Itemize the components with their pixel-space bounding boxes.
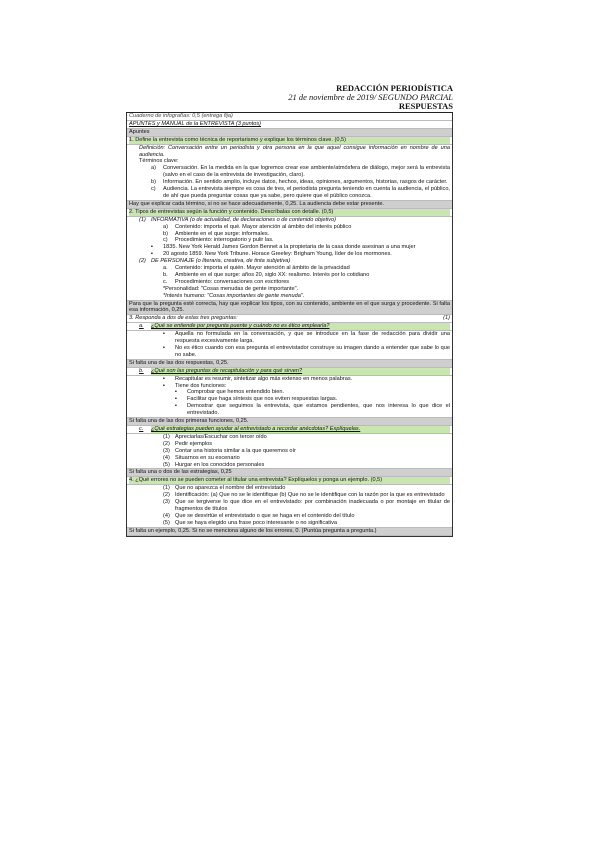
line-text: Información. En sentido amplio, incluye datos, hechos, ideas, opiniones, argumentos, historias, rasgos de carácter. bbox=[163, 179, 448, 186]
table-row bbox=[127, 217, 452, 224]
table-row bbox=[127, 520, 452, 528]
list-marker: a. bbox=[163, 265, 168, 272]
line-text: Términos clave: bbox=[139, 158, 179, 165]
line-text: Apreciarlas/Escuchar con tercer oído bbox=[175, 433, 267, 440]
list-marker: b. bbox=[163, 271, 168, 278]
table-row bbox=[127, 237, 452, 244]
table-row bbox=[127, 293, 452, 301]
line-text: ¿Qué estrategias pueden ayudar al entrevistado a recordar anécdotas? Explíquelas. bbox=[151, 426, 450, 433]
line-text: Demostrar que seguimos la entrevista, que estamos pendientes, que nos interesa lo que dice el entrevistado. bbox=[187, 403, 450, 417]
table-row bbox=[127, 455, 452, 462]
line-text: Situarnos en su escenario bbox=[175, 454, 240, 461]
line-text: Hurgar en los conocidos personales bbox=[175, 461, 265, 468]
line-text: 2. Tipos de entrevistas según la función y contenido. Descríbalas con detalle. (0,5) bbox=[129, 208, 334, 215]
line-text: Contar una historia similar a la que queremos oír bbox=[175, 447, 296, 454]
line-text: INFORMATIVA (o de actualidad, de declaraciones o de contenido objetivo) bbox=[151, 216, 337, 223]
line-text: Cuaderno de infografías: 0,5 (entrega fija) bbox=[129, 113, 233, 119]
line-text: Si falta una o dos de las estrategias, 0,25 bbox=[129, 469, 232, 476]
list-marker: ▪ bbox=[163, 375, 165, 382]
table-row bbox=[127, 272, 452, 279]
list-marker: ▪ bbox=[163, 331, 165, 338]
list-marker: (2) bbox=[139, 258, 146, 265]
list-marker: (1) bbox=[163, 485, 170, 492]
list-marker: ▪ bbox=[175, 389, 177, 396]
list-marker: (4) bbox=[163, 512, 170, 519]
table-row bbox=[127, 383, 452, 390]
list-marker: (5) bbox=[163, 519, 170, 526]
table-row bbox=[127, 448, 452, 455]
table-row bbox=[127, 279, 452, 286]
document-date: 21 de noviembre de 2019/ SEGUNDO PARCIAL bbox=[288, 92, 453, 102]
table-row bbox=[127, 121, 452, 129]
line-text: Apuntes bbox=[129, 128, 150, 135]
line-text: Aquella no formulada en la conversación, y que se introduce en la fase de redacción para dividir una respuesta excesivamente larga. bbox=[175, 331, 450, 345]
table-row bbox=[127, 145, 452, 159]
list-marker: ▪ bbox=[151, 251, 153, 258]
line-text: Definición: Conversación entre un periodista y otra persona en la que aquel consigue información en nombre de una audiencia. bbox=[139, 144, 450, 158]
line-text: Que se haya elegido una frase poco interesante o no significativa bbox=[175, 519, 338, 526]
list-marker: (5) bbox=[163, 461, 170, 468]
line-text: APUNTES y MANUAL de la ENTREVISTA (3 puntos) bbox=[129, 120, 262, 127]
line-text: 3. Responda a dos de estas tres preguntas: bbox=[129, 315, 238, 322]
line-text: Procedimiento: interrogatorio y pulir las. bbox=[175, 237, 274, 244]
line-text: Identificación: (a) Que no se le identifique (b) Que no se le identifique con la razón por la que es entrevistado bbox=[175, 492, 445, 499]
table-row bbox=[127, 418, 452, 426]
document-subtitle: RESPUESTAS bbox=[126, 102, 453, 113]
line-text: Facilitar que haga síntesis que nos eviten respuestas largas. bbox=[187, 396, 338, 403]
table-row bbox=[127, 158, 452, 165]
line-text: *Personalidad: "Cosas menudas de gente importante". bbox=[163, 285, 299, 292]
line-text: Que se tergiverse lo que dice en el entrevistado: por combinación inadecuada o por montaje en titular de fragmentos de títulos bbox=[175, 499, 450, 512]
table-row bbox=[127, 251, 452, 258]
list-marker: ▪ bbox=[151, 244, 153, 251]
line-text: Recapitular es resumir, sintetizar algo más extenso en menos palabras. bbox=[175, 375, 353, 382]
table-row bbox=[127, 179, 452, 186]
line-text: DE PERSONAJE (o literaria, creativa, de tinta subjetiva) bbox=[151, 258, 291, 265]
document-header bbox=[126, 84, 453, 113]
list-marker: c) bbox=[151, 186, 156, 193]
line-text: Contenido: importa el qué. Mayor atención al ámbito del interés público bbox=[175, 223, 352, 230]
line-text: Audiencia. La entrevista siempre es cosa de tres, el periodista pregunta teniendo en cuenta la audiencia, el público, de ahí que pueda preguntar cosas que ya sabe, pero quiere que el público conozca. bbox=[163, 186, 450, 199]
line-text: Para que la pregunta esté correcta, hay que explicar los tipos, con su contenido, ambiente en el que surga y procedente. Si falta esa información, 0,25. bbox=[129, 300, 450, 314]
line-text: *Interés humano: "Cosas importantes de gente menuda". bbox=[163, 292, 305, 299]
table-row bbox=[127, 224, 452, 231]
list-marker: b) bbox=[151, 179, 156, 186]
table-row bbox=[127, 113, 452, 121]
list-marker: ▪ bbox=[163, 345, 165, 351]
list-marker: ▪ bbox=[175, 396, 177, 403]
line-text: 1835. New York Herald James Gordon Bennet a la propietaria de la casa donde asesinan a una mujer bbox=[163, 244, 416, 251]
table-row bbox=[127, 389, 452, 396]
table-row bbox=[127, 499, 452, 513]
table-row bbox=[127, 345, 452, 360]
list-marker: c) bbox=[163, 237, 168, 244]
list-marker: ▪ bbox=[163, 382, 165, 389]
line-text: Si falta una de las dos primeras funciones, 0,25. bbox=[129, 418, 249, 425]
table-row bbox=[127, 258, 452, 265]
table-row bbox=[127, 360, 452, 368]
line-text: No es ético cuando con esa pregunta el entrevistador construye su imagen dando a entender que sabe lo que no sabe. bbox=[175, 345, 450, 358]
line-text: Ambiente en el que surge: años 20, siglo XX: realismo. Interés por lo cotidiano bbox=[175, 271, 370, 278]
line-text: Hay que explicar cada término, si no se hace adecuadamente, 0,25. La audiencia debe estar presente. bbox=[129, 200, 384, 207]
table-row bbox=[127, 462, 452, 470]
table-row bbox=[127, 492, 452, 499]
table-row bbox=[127, 469, 452, 477]
table-row bbox=[127, 376, 452, 383]
line-text: 1. Define la entrevista como técnica de reportarismo y explique los términos clave. (0,5) bbox=[129, 136, 347, 143]
list-marker: (3) bbox=[163, 447, 170, 454]
line-text: Si falta un ejemplo, 0,25. Si no se menciona alguno de los errores, 0. (Puntúa pregunta a pregunta.) bbox=[129, 527, 377, 534]
table-row bbox=[127, 513, 452, 520]
line-text: 4. ¿Qué errores no se pueden cometer al titular una entrevista? Explíquelos y ponga un ejemplo. (0,5) bbox=[129, 477, 383, 484]
line-text: 20 agosto 1859. New York Tribune. Horace Greeley: Brigham Young, líder de los mormones. bbox=[163, 251, 392, 258]
table-row bbox=[127, 331, 452, 345]
table-row bbox=[127, 477, 452, 485]
list-marker: (2) bbox=[163, 440, 170, 447]
line-text: Ambiente en el que surge: informales. bbox=[175, 230, 270, 237]
list-marker: (1) bbox=[139, 216, 146, 223]
table-row bbox=[127, 186, 452, 201]
table-row bbox=[127, 137, 452, 145]
table-row bbox=[127, 403, 452, 418]
table-row bbox=[127, 165, 452, 179]
table-row bbox=[127, 315, 452, 323]
table-row bbox=[127, 485, 452, 492]
answer-table bbox=[126, 113, 453, 537]
line-text: Procedimiento: conversaciones con escritores bbox=[175, 278, 290, 285]
list-marker: a) bbox=[163, 223, 168, 230]
line-text: Comprobar que hemos entendido bien. bbox=[187, 389, 285, 396]
table-row bbox=[127, 301, 452, 316]
list-marker: (1) bbox=[163, 433, 170, 440]
table-row bbox=[127, 201, 452, 209]
line-text: Que se desvirtúe el entrevistado o que se haga en el contenido del título bbox=[175, 512, 355, 519]
list-marker: b) bbox=[163, 230, 168, 237]
line-text: Contenido: importa el quién. Mayor atención al ámbito de la privacidad bbox=[175, 265, 350, 272]
table-row bbox=[127, 265, 452, 272]
table-row bbox=[127, 244, 452, 251]
line-text: ¿Qué son las preguntas de recapitulación y para qué sirven? bbox=[151, 368, 450, 375]
list-marker: (3) bbox=[163, 499, 170, 506]
table-row bbox=[127, 396, 452, 403]
document-title: REDACCIÓN PERIODÍSTICA bbox=[336, 83, 453, 93]
line-text: ¿Qué se entiende por pregunta puente y cuándo no es ético emplearla? bbox=[151, 323, 450, 330]
table-row bbox=[127, 434, 452, 441]
line-text: Pedir ejemplos bbox=[175, 440, 212, 447]
list-marker: (4) bbox=[163, 454, 170, 461]
table-row bbox=[127, 323, 452, 331]
line-text: Tiene dos funciones: bbox=[175, 382, 227, 389]
list-marker: c. bbox=[139, 425, 144, 432]
table-row bbox=[127, 209, 452, 217]
table-row bbox=[127, 286, 452, 293]
line-text: Conversación. En la medida en la que logremos crear ese ambiente/atmósfera de diálogo, mejor será la entrevista (salvo en el caso de la entrevista de investigación, claro). bbox=[163, 165, 450, 179]
list-marker: ▪ bbox=[175, 403, 177, 410]
list-marker: a) bbox=[151, 165, 156, 172]
table-row bbox=[127, 528, 452, 536]
list-marker: c. bbox=[163, 278, 168, 285]
line-text: Si falta una de las dos respuestas, 0,25. bbox=[129, 359, 229, 366]
table-row bbox=[127, 231, 452, 238]
list-marker: a. bbox=[139, 323, 144, 330]
table-row bbox=[127, 368, 452, 376]
list-marker: (2) bbox=[163, 492, 170, 499]
table-row bbox=[127, 426, 452, 434]
document-page bbox=[126, 84, 453, 537]
table-row bbox=[127, 129, 452, 137]
score-label: (1) bbox=[443, 315, 450, 322]
table-row bbox=[127, 441, 452, 448]
list-marker: b. bbox=[139, 367, 144, 374]
line-text: Que no aparezca el nombre del entrevistado bbox=[175, 485, 286, 492]
